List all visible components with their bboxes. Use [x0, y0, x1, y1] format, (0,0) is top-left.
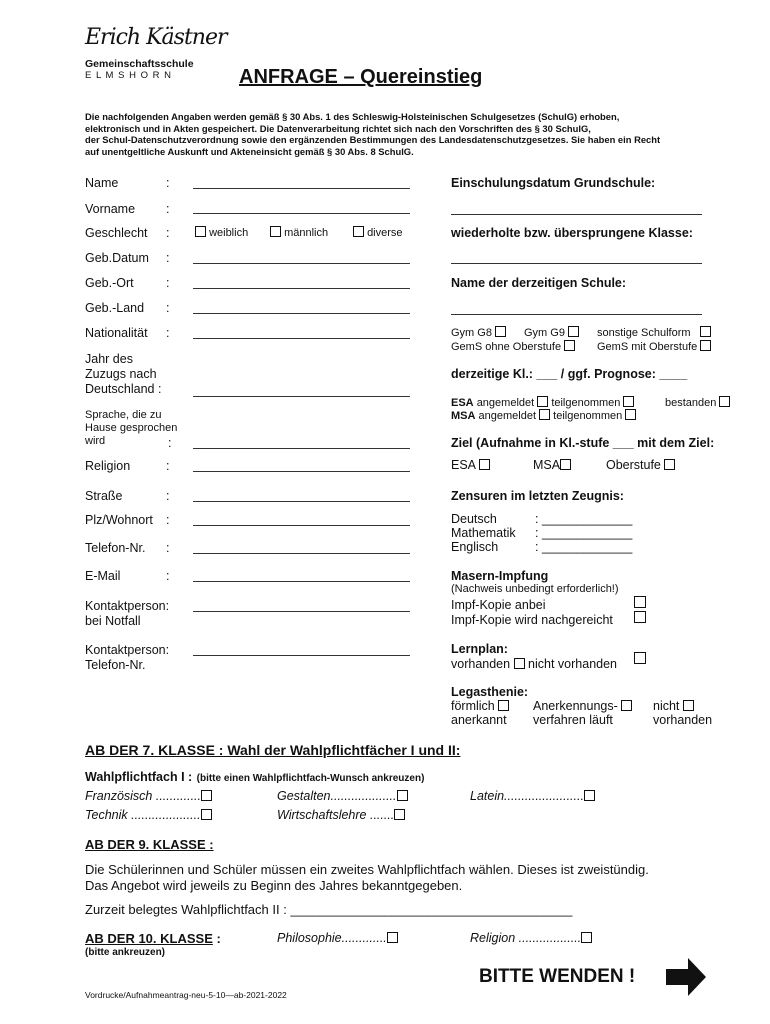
- sonstige-checkbox[interactable]: [700, 326, 711, 337]
- logo-signature: Erich Kästner: [85, 25, 227, 50]
- school-name: Gemeinschaftsschule: [85, 58, 194, 70]
- gender-option-d: [353, 226, 403, 239]
- latein-checkbox[interactable]: [584, 790, 595, 801]
- wpf-latein: Latein.......................: [470, 789, 595, 803]
- impf-anbei: Impf-Kopie anbei: [451, 598, 546, 612]
- franzoesisch-checkbox[interactable]: [201, 790, 212, 801]
- msa-teilgenommen-checkbox[interactable]: [625, 409, 636, 420]
- label-email: E-Mail: [85, 569, 121, 583]
- religion-field[interactable]: [193, 471, 410, 472]
- label-gebort: Geb.-Ort: [85, 276, 134, 290]
- section7-heading: AB DER 7. KLASSE : Wahl der Wahlpflichtfächer I und II:: [85, 742, 461, 758]
- gebland-field[interactable]: [193, 313, 410, 314]
- colon: :: [166, 569, 170, 583]
- label-nationalitaet: Nationalität: [85, 326, 148, 340]
- label-lernplan: Lernplan:: [451, 642, 508, 656]
- weiblich-label: weiblich: [209, 227, 249, 239]
- schulform-row1: Gym G8: [451, 326, 506, 339]
- strasse-field[interactable]: [193, 501, 410, 502]
- wiederholte-field[interactable]: [451, 263, 702, 264]
- philosophie-checkbox[interactable]: [387, 932, 398, 943]
- zuzug-field[interactable]: [193, 396, 410, 397]
- lernplan-vorhanden-checkbox[interactable]: [514, 658, 525, 669]
- gymg8-checkbox[interactable]: [495, 326, 506, 337]
- schulform-gems-ohne: GemS ohne Oberstufe: [451, 340, 575, 353]
- page-title: ANFRAGE – Quereinstieg: [239, 66, 483, 88]
- label-sprache: Sprache, die zu Hause gesprochen wird: [85, 409, 178, 447]
- colon: :: [166, 513, 170, 527]
- schulname-field[interactable]: [451, 314, 702, 315]
- ziel-esa: ESA: [451, 458, 490, 472]
- colon: :: [166, 226, 170, 240]
- label-strasse: Straße: [85, 489, 123, 503]
- label-gebdatum: Geb.Datum: [85, 251, 149, 265]
- schulform-g9: Gym G9: [524, 326, 579, 339]
- ziel-esa-checkbox[interactable]: [479, 459, 490, 470]
- label-klasse: derzeitige Kl.: ___ / ggf. Prognose: ____: [451, 367, 688, 381]
- gender-option-m: [270, 226, 328, 239]
- wpf-gestalten: Gestalten...................: [277, 789, 408, 803]
- label-schulname: Name der derzeitigen Schule:: [451, 276, 627, 290]
- bestanden-checkbox[interactable]: [719, 396, 730, 407]
- gebort-field[interactable]: [193, 288, 410, 289]
- impf-anbei-checkbox[interactable]: [634, 596, 646, 608]
- name-field[interactable]: [193, 188, 410, 189]
- wpf1-label: Wahlpflichtfach I : (bitte einen Wahlpflichtfach-Wunsch ankreuzen): [85, 770, 425, 784]
- masern-nachweis: (Nachweis unbedingt erforderlich!): [451, 583, 619, 595]
- label-plz: Plz/Wohnort: [85, 513, 153, 527]
- label-gebland: Geb.-Land: [85, 301, 145, 315]
- sprache-field[interactable]: [193, 448, 410, 449]
- label-kontakt-telefon: Kontaktperson: Telefon-Nr.: [85, 643, 170, 672]
- label-zensuren: Zensuren im letzten Zeugnis:: [451, 489, 624, 503]
- diverse-label: diverse: [367, 227, 403, 239]
- label-religion: Religion: [85, 459, 131, 473]
- kontakt-notfall-field[interactable]: [193, 611, 410, 612]
- maennlich-checkbox[interactable]: [270, 226, 281, 237]
- label-telefon: Telefon-Nr.: [85, 541, 146, 555]
- impf-nach-checkbox[interactable]: [634, 611, 646, 623]
- section9-zurzeit[interactable]: Zurzeit belegtes Wahlpflichtfach II : _______________________________________: [85, 902, 573, 917]
- esa-row: ESA angemeldet teilgenommen: [451, 396, 634, 409]
- colon: :: [166, 202, 170, 216]
- maennlich-label: männlich: [284, 227, 329, 239]
- school-logo: [85, 26, 226, 81]
- label-masern: Masern-Impfung: [451, 569, 549, 583]
- religion-10-checkbox[interactable]: [581, 932, 592, 943]
- bitte-wenden: BITTE WENDEN !: [479, 966, 636, 987]
- ziel-msa-checkbox[interactable]: [560, 459, 571, 470]
- label-wiederholte: wiederholte bzw. übersprungene Klasse:: [451, 226, 693, 240]
- email-field[interactable]: [193, 581, 410, 582]
- ziel-oberstufe-checkbox[interactable]: [664, 459, 675, 470]
- religion-10: Religion ..................: [470, 931, 592, 945]
- schulform-gems-mit: GemS mit Oberstufe: [597, 340, 711, 353]
- section10-note: (bitte ankreuzen): [85, 947, 166, 958]
- msa-row: MSA angemeldet teilgenommen: [451, 409, 636, 422]
- ziel-oberstufe: Oberstufe: [606, 458, 675, 472]
- gestalten-checkbox[interactable]: [397, 790, 408, 801]
- wpf-technik: Technik ....................: [85, 808, 212, 822]
- gymg9-checkbox[interactable]: [568, 326, 579, 337]
- zensuren-fields[interactable]: : _____________ : _____________ : _____________: [535, 512, 633, 554]
- gems-mit-checkbox[interactable]: [700, 340, 711, 351]
- lernplan-nicht-checkbox[interactable]: [634, 652, 646, 664]
- gender-options: [195, 226, 248, 239]
- colon: :: [166, 251, 170, 265]
- colon: :: [166, 301, 170, 315]
- vorname-field[interactable]: [193, 213, 410, 214]
- nationalitaet-field[interactable]: [193, 338, 410, 339]
- einschulung-field[interactable]: [451, 214, 702, 215]
- ziel-msa: MSA: [533, 458, 571, 472]
- intro-text: Die nachfolgenden Angaben werden gemäß § 30 Abs. 1 des Schleswig-Holsteinischen Schulgesetzes (SchulG) erhoben, elektronisch und in Akten gespeichert. Die Datenverarbeitung richtet sich nach den Vorschriften des § 30 SchulG, der Schul-Datenschutzverordnung sowie den ergänzenden Bestimmungen des Landesdatenschutzgesetzes. Sie haben ein Recht auf unentgeltliche Auskunft und Akteneinsicht gemäß § 30 Abs. 8 SchulG.: [85, 111, 661, 157]
- footer: Vordrucke/Aufnahmeantrag-neu-5-10—ab-2021-2022: [85, 990, 287, 1000]
- wpf-franzoesisch: Französisch .............: [85, 789, 212, 803]
- label-einschulung: Einschulungsdatum Grundschule:: [451, 176, 656, 190]
- label-zuzug: Jahr des Zuzugs nach Deutschland :: [85, 352, 162, 396]
- wirtschaft-checkbox[interactable]: [394, 809, 405, 820]
- label-geschlecht: Geschlecht: [85, 226, 148, 240]
- impf-nachgereicht: Impf-Kopie wird nachgereicht: [451, 613, 613, 627]
- foermlich-checkbox[interactable]: [498, 700, 509, 711]
- label-kontakt-notfall: Kontaktperson: bei Notfall: [85, 599, 170, 628]
- legasthenie-foermlich: förmlich anerkannt: [451, 699, 509, 727]
- colon: :: [166, 176, 170, 190]
- lernplan-options: vorhanden nicht vorhanden: [451, 657, 617, 671]
- legasthenie-verfahren: Anerkennungs- verfahren läuft: [533, 699, 632, 727]
- esa-teilgenommen-checkbox[interactable]: [623, 396, 634, 407]
- gems-ohne-checkbox[interactable]: [564, 340, 575, 351]
- plz-field[interactable]: [193, 525, 410, 526]
- technik-checkbox[interactable]: [201, 809, 212, 820]
- verfahren-checkbox[interactable]: [621, 700, 632, 711]
- school-city: E L M S H O R N: [85, 70, 172, 81]
- gebdatum-field[interactable]: [193, 263, 410, 264]
- weiblich-checkbox[interactable]: [195, 226, 206, 237]
- msa-angemeldet-checkbox[interactable]: [539, 409, 550, 420]
- section9-heading: AB DER 9. KLASSE :: [85, 837, 214, 852]
- label-legasthenie: Legasthenie:: [451, 685, 529, 699]
- label-ziel: Ziel (Aufnahme in Kl.-stufe ___ mit dem Ziel:: [451, 436, 715, 450]
- section9-text: Die Schülerinnen und Schüler müssen ein zweites Wahlpflichtfach wählen. Dieses ist zweistündig. Das Angebot wird jeweils zu Beginn des Jahres bekanntgegeben.: [85, 862, 649, 893]
- diverse-checkbox[interactable]: [353, 226, 364, 237]
- legasthenie-nicht: nicht vorhanden: [653, 699, 713, 727]
- colon: :: [166, 541, 170, 555]
- telefon-field[interactable]: [193, 553, 410, 554]
- bestanden: bestanden: [665, 396, 730, 409]
- colon: :: [166, 489, 170, 503]
- kontakt-telefon-field[interactable]: [193, 655, 410, 656]
- section10-heading: AB DER 10. KLASSE :: [85, 931, 221, 946]
- label-vorname: Vorname: [85, 202, 136, 216]
- schulform-sonstige: sonstige Schulform: [597, 326, 711, 339]
- zensuren-list: Deutsch Mathematik Englisch: [451, 512, 516, 554]
- wpf-wirtschaft: Wirtschaftslehre .......: [277, 808, 405, 822]
- colon: :: [166, 459, 170, 473]
- philosophie: Philosophie.............: [277, 931, 398, 945]
- esa-angemeldet-checkbox[interactable]: [537, 396, 548, 407]
- nicht-vorhanden-checkbox[interactable]: [683, 700, 694, 711]
- label-name: Name: [85, 176, 119, 190]
- colon: :: [166, 326, 170, 340]
- colon: :: [168, 436, 172, 450]
- arrow-right-icon: [666, 958, 706, 996]
- colon: :: [166, 276, 170, 290]
